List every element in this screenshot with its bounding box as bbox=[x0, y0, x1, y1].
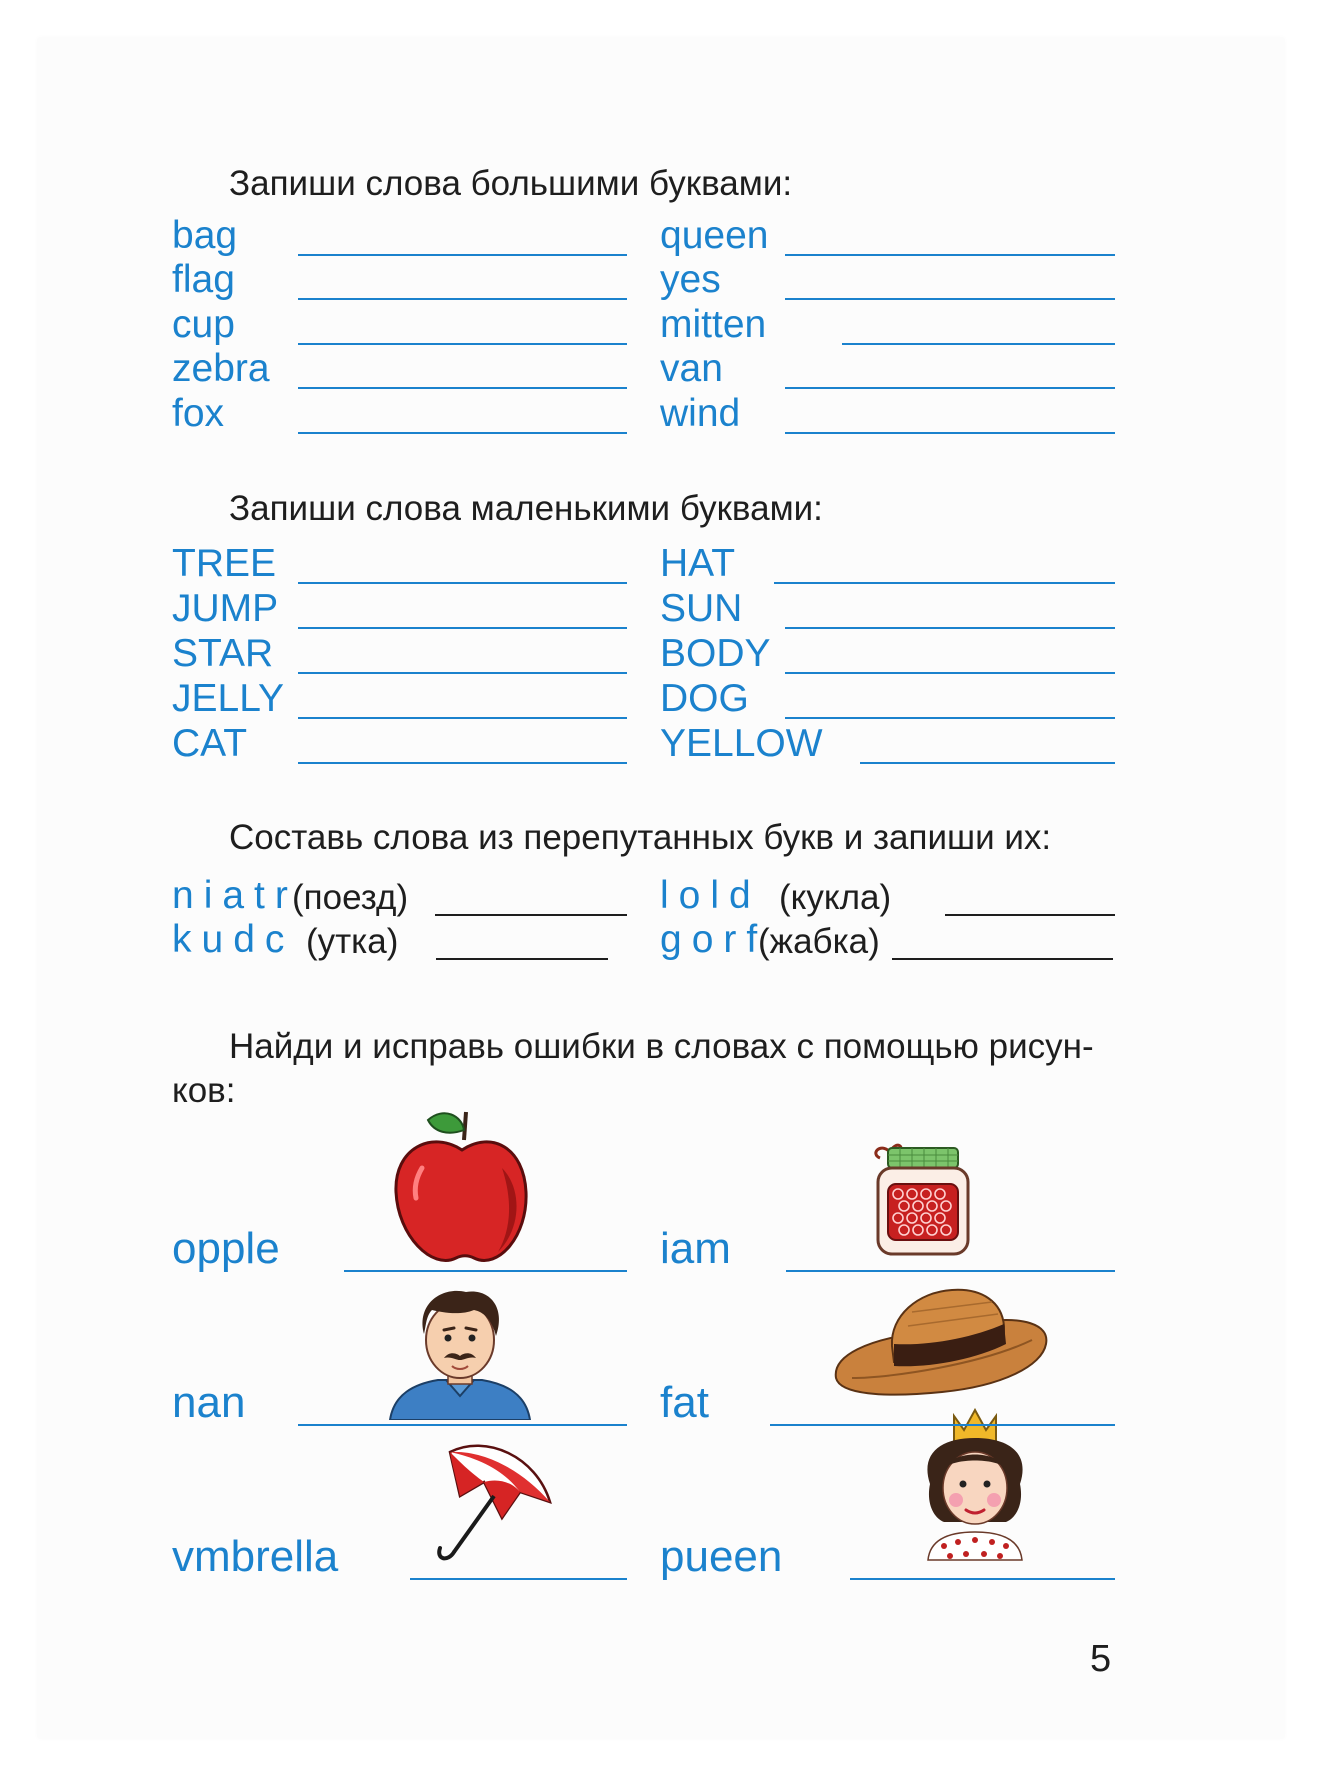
hint-text: (утка) bbox=[306, 922, 399, 961]
answer-line[interactable] bbox=[298, 298, 627, 300]
word-row bbox=[172, 632, 627, 680]
answer-line[interactable] bbox=[785, 387, 1115, 389]
misspelled-word: vmbrella bbox=[172, 1532, 339, 1581]
answer-line[interactable] bbox=[298, 717, 627, 719]
answer-line[interactable] bbox=[298, 387, 627, 389]
word-label: DOG bbox=[660, 677, 749, 720]
scramble-row bbox=[660, 874, 1115, 922]
correction-row bbox=[660, 1530, 1115, 1586]
word-label: CAT bbox=[172, 722, 248, 765]
word-row bbox=[660, 722, 1115, 770]
word-label: YELLOW bbox=[660, 722, 823, 765]
answer-line[interactable] bbox=[785, 254, 1115, 256]
correction-row bbox=[172, 1530, 627, 1586]
answer-line[interactable] bbox=[945, 914, 1115, 916]
misspelled-word: iam bbox=[660, 1224, 731, 1273]
hint-text: (поезд) bbox=[292, 878, 409, 917]
word-row bbox=[172, 677, 627, 725]
word-row bbox=[660, 542, 1115, 590]
scrambled-letters: kudc bbox=[172, 918, 295, 961]
correction-row bbox=[172, 1376, 627, 1432]
answer-line[interactable] bbox=[298, 1424, 627, 1426]
answer-line[interactable] bbox=[770, 1424, 1115, 1426]
word-row bbox=[660, 392, 1115, 440]
answer-line[interactable] bbox=[410, 1578, 627, 1580]
word-row bbox=[660, 214, 1115, 262]
misspelled-word: pueen bbox=[660, 1532, 783, 1581]
answer-line[interactable] bbox=[435, 914, 627, 916]
correction-row bbox=[172, 1222, 627, 1278]
answer-line[interactable] bbox=[892, 958, 1113, 960]
word-row bbox=[172, 722, 627, 770]
scrambled-letters: lold bbox=[660, 874, 761, 917]
answer-line[interactable] bbox=[786, 1270, 1115, 1272]
word-label: fox bbox=[172, 392, 225, 435]
scrambled-letters: niatr bbox=[172, 874, 298, 917]
answer-line[interactable] bbox=[774, 582, 1115, 584]
section4-heading-line2: ков: bbox=[172, 1071, 236, 1110]
answer-line[interactable] bbox=[842, 343, 1115, 345]
answer-line[interactable] bbox=[298, 672, 627, 674]
answer-line[interactable] bbox=[298, 582, 627, 584]
scrambled-letters: gorf bbox=[660, 918, 768, 961]
answer-line[interactable] bbox=[436, 958, 608, 960]
word-row bbox=[660, 258, 1115, 306]
hint-text: (жабка) bbox=[758, 922, 880, 961]
answer-line[interactable] bbox=[785, 298, 1115, 300]
word-label: queen bbox=[660, 214, 769, 257]
word-label: HAT bbox=[660, 542, 736, 585]
word-label: JUMP bbox=[172, 587, 279, 630]
misspelled-word: nan bbox=[172, 1378, 246, 1427]
answer-line[interactable] bbox=[298, 627, 627, 629]
word-label: JELLY bbox=[172, 677, 285, 720]
misspelled-word: opple bbox=[172, 1224, 280, 1273]
hint-text: (кукла) bbox=[779, 878, 892, 917]
word-label: cup bbox=[172, 303, 235, 346]
word-label: wind bbox=[660, 392, 741, 435]
word-row bbox=[172, 214, 627, 262]
word-label: mitten bbox=[660, 303, 767, 346]
answer-line[interactable] bbox=[298, 432, 627, 434]
word-label: van bbox=[660, 347, 723, 390]
page-number: 5 bbox=[1090, 1638, 1112, 1680]
answer-line[interactable] bbox=[344, 1270, 627, 1272]
word-row bbox=[172, 303, 627, 351]
word-row bbox=[172, 347, 627, 395]
section3-heading: Составь слова из перепутанных букв и запиши их: bbox=[229, 818, 1052, 857]
word-label: STAR bbox=[172, 632, 274, 675]
word-label: yes bbox=[660, 258, 721, 301]
word-label: flag bbox=[172, 258, 235, 301]
answer-line[interactable] bbox=[785, 672, 1115, 674]
correction-row bbox=[660, 1222, 1115, 1278]
misspelled-word: fat bbox=[660, 1378, 709, 1427]
word-label: zebra bbox=[172, 347, 270, 390]
scramble-row bbox=[660, 918, 1115, 966]
section4-heading-line1: Найди и исправь ошибки в словах с помощью рисун- bbox=[229, 1027, 1094, 1066]
correction-row bbox=[660, 1376, 1115, 1432]
answer-line[interactable] bbox=[785, 627, 1115, 629]
word-row bbox=[172, 392, 627, 440]
word-label: SUN bbox=[660, 587, 743, 630]
scramble-row bbox=[172, 918, 627, 966]
answer-line[interactable] bbox=[298, 254, 627, 256]
word-row bbox=[172, 258, 627, 306]
answer-line[interactable] bbox=[298, 343, 627, 345]
word-row bbox=[660, 587, 1115, 635]
answer-line[interactable] bbox=[850, 1578, 1115, 1580]
answer-line[interactable] bbox=[785, 717, 1115, 719]
answer-line[interactable] bbox=[860, 762, 1115, 764]
answer-line[interactable] bbox=[298, 762, 627, 764]
word-row bbox=[660, 303, 1115, 351]
section2-heading: Запиши слова маленькими буквами: bbox=[229, 489, 823, 528]
word-label: BODY bbox=[660, 632, 771, 675]
word-row bbox=[660, 677, 1115, 725]
answer-line[interactable] bbox=[785, 432, 1115, 434]
word-label: TREE bbox=[172, 542, 277, 585]
section1-heading: Запиши слова большими буквами: bbox=[229, 164, 793, 203]
word-row bbox=[660, 632, 1115, 680]
word-row bbox=[172, 542, 627, 590]
word-row bbox=[172, 587, 627, 635]
word-label: bag bbox=[172, 214, 238, 257]
word-row bbox=[660, 347, 1115, 395]
scramble-row bbox=[172, 874, 627, 922]
